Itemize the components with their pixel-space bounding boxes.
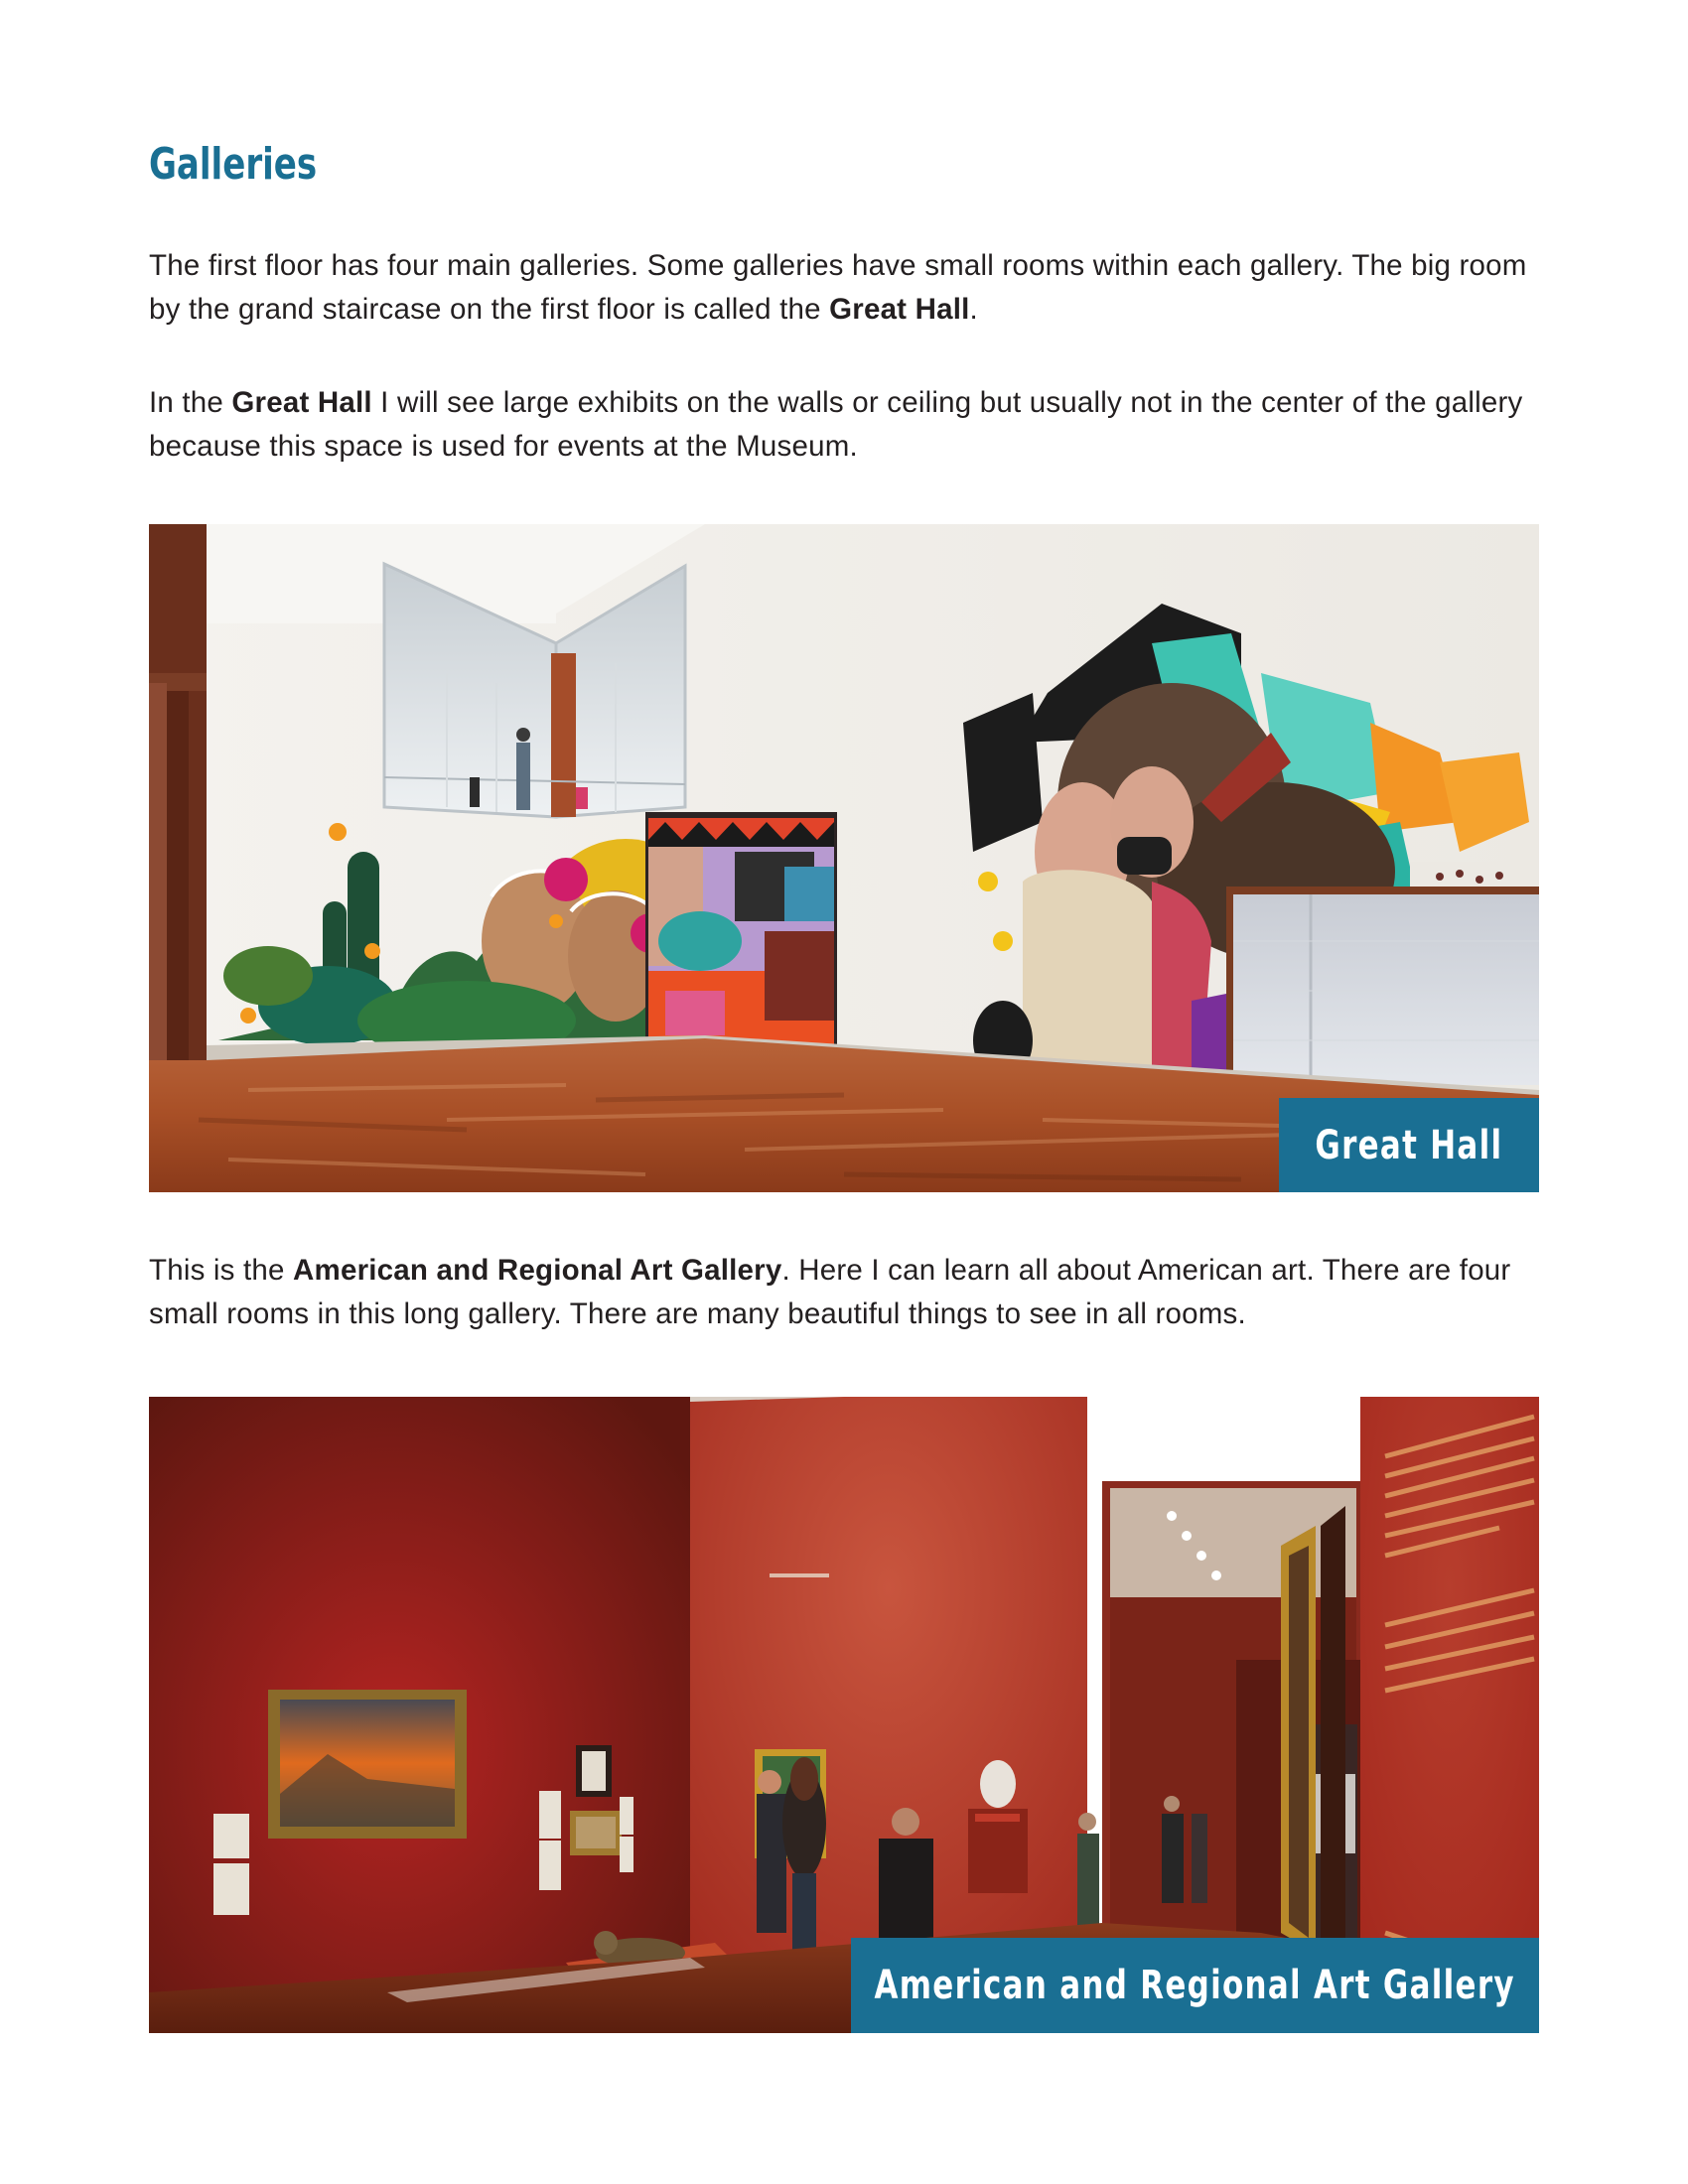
paragraph-text: In the bbox=[149, 386, 232, 419]
page-title: Galleries bbox=[149, 139, 318, 190]
american-gallery-photo bbox=[149, 1397, 1539, 2033]
paragraph-text: . bbox=[969, 293, 978, 326]
great-hall-image bbox=[149, 524, 1539, 1192]
intro-paragraph bbox=[149, 244, 1559, 332]
bold-term-american-gallery: American and Regional Art Gallery bbox=[293, 1254, 782, 1287]
paragraph-text: The first floor has four main galleries. Some galleries have small rooms within each gallery. The big room by the grand staircase on the first floor is called the bbox=[149, 249, 1527, 326]
american-gallery-caption bbox=[851, 1938, 1539, 2033]
great-hall-caption bbox=[1279, 1098, 1539, 1192]
bold-term-great-hall: Great Hall bbox=[231, 386, 372, 419]
great-hall-paragraph bbox=[149, 381, 1559, 469]
great-hall-photo bbox=[149, 524, 1539, 1192]
paragraph-text: This is the bbox=[149, 1254, 294, 1287]
paragraph-text: I will see large exhibits on the walls or ceiling but usually not in the center of the gallery because this space is used for events at the Museum. bbox=[149, 386, 1523, 463]
caption-text: Great Hall bbox=[1315, 1122, 1503, 1168]
american-gallery-paragraph bbox=[149, 1249, 1559, 1336]
paragraph-text: . Here I can learn all about American art. There are four small rooms in this long gallery. There are many beautiful things to see in all rooms. bbox=[149, 1254, 1511, 1330]
bold-term-great-hall: Great Hall bbox=[829, 293, 970, 326]
caption-text: American and Regional Art Gallery bbox=[874, 1963, 1516, 2008]
